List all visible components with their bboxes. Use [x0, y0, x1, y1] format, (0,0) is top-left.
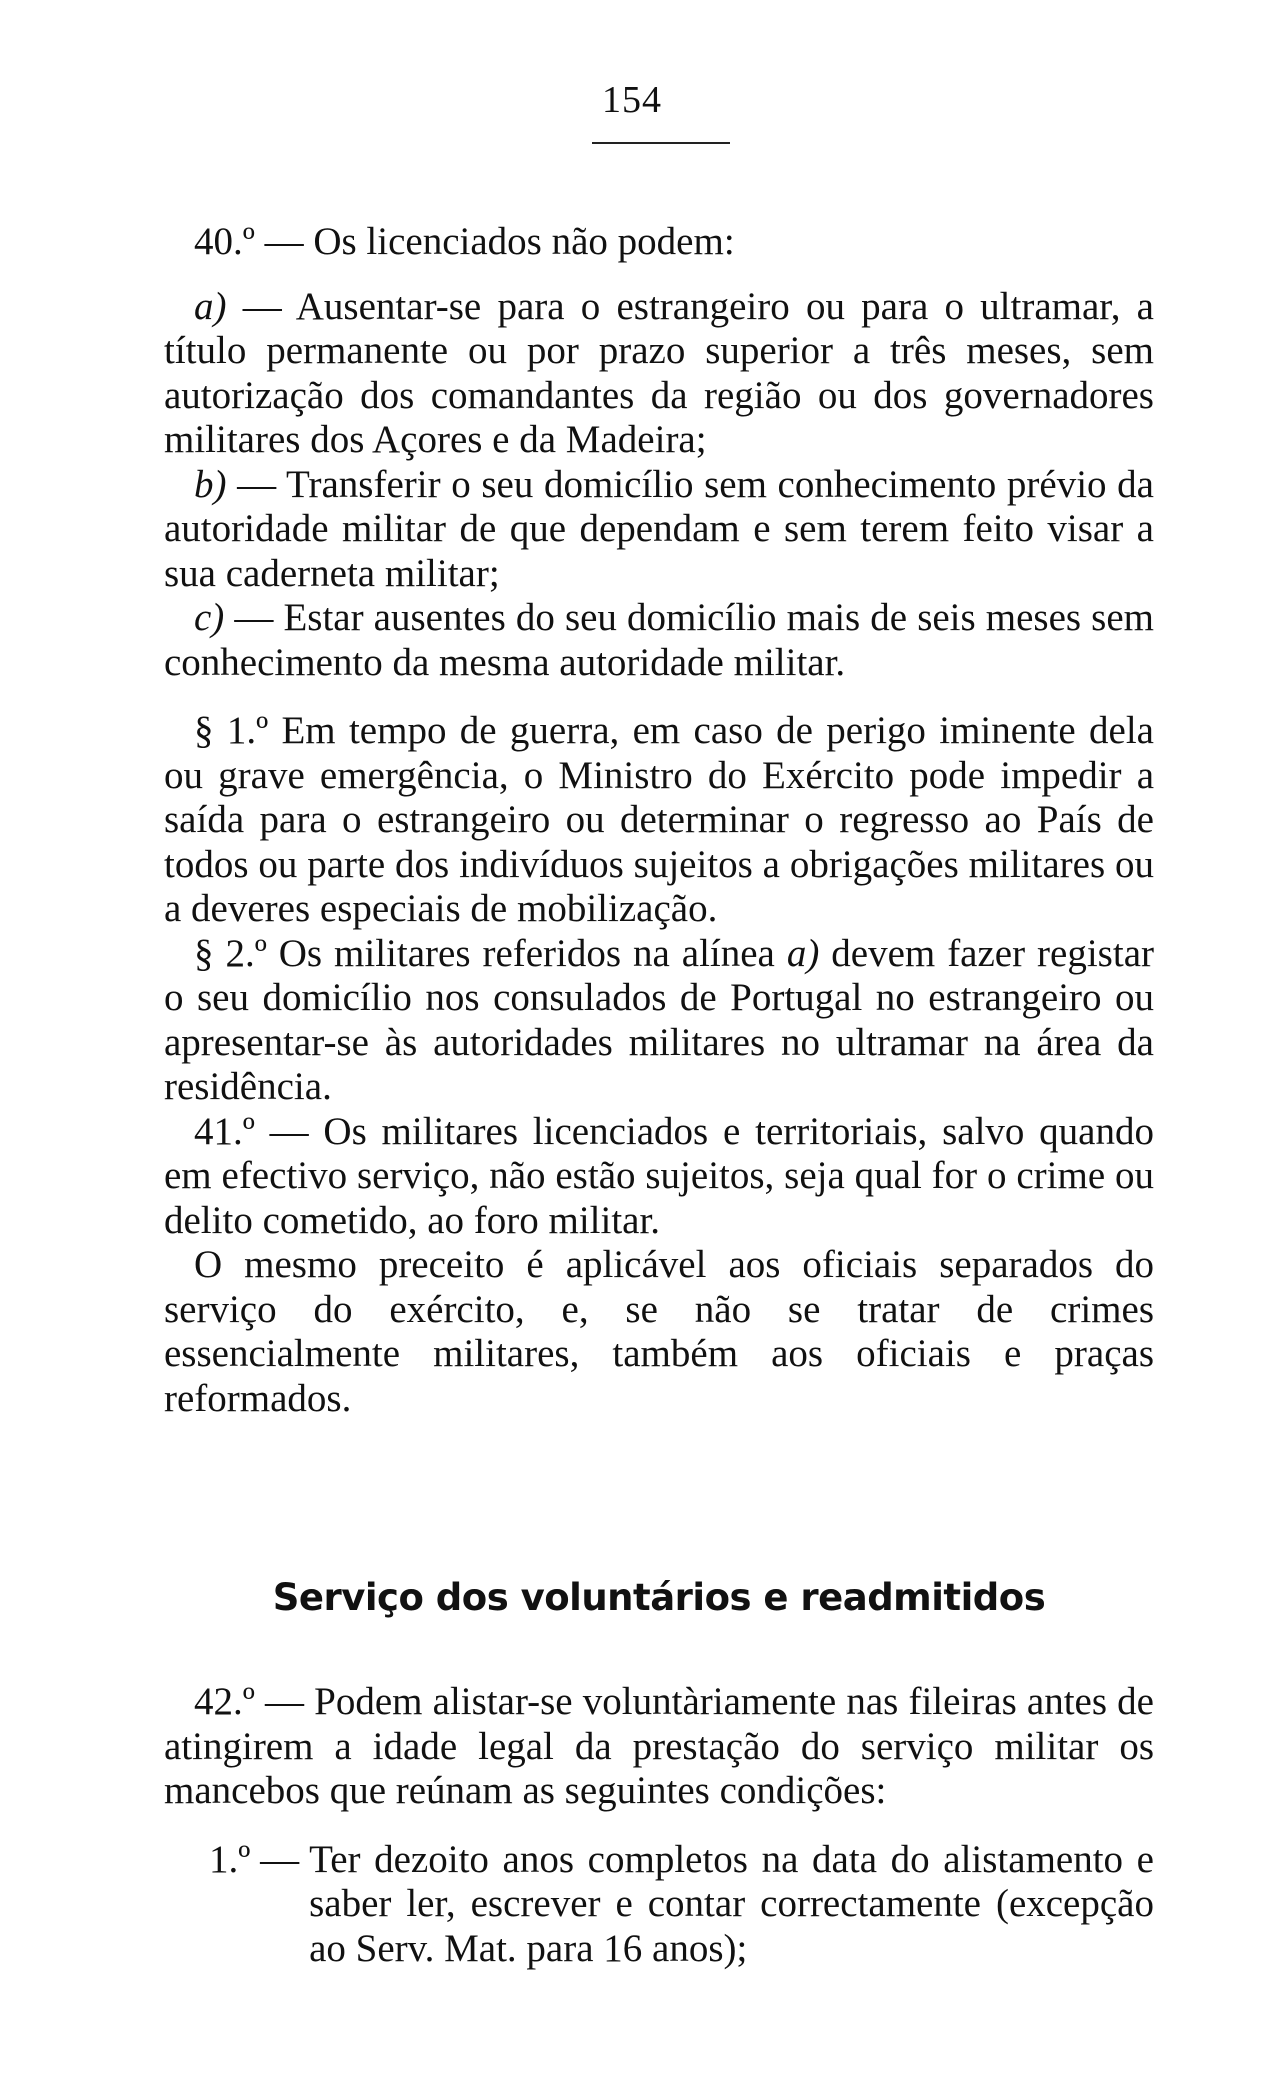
item-b-text: — Transferir o seu domicílio sem conhecimento prévio da autoridade militar de que dependam e sem terem feito visar a sua caderneta militar; [164, 462, 1154, 595]
item-c-text: — Estar ausentes do seu domicílio mais de seis meses sem conhecimento da mesma autoridade militar. [164, 596, 1154, 684]
item-b-label: b) [194, 462, 227, 506]
item-a-text: — Ausentar-se para o estrangeiro ou para o ultramar, a título permanente ou por prazo superior a três meses, sem autorização dos comandantes da região ou dos governadores militares dos Açores e da Madeira; [164, 284, 1154, 461]
page-number: 154 [602, 79, 662, 121]
item-a-label: a) [194, 284, 227, 328]
art40-paragraph-1: § 1.º Em tempo de guerra, em caso de perigo iminente dela ou grave emergência, o Ministro do Exército pode impedir a saída para o estrangeiro ou determinar o regresso ao País de todos ou parte dos indivíduos sujeitos a obrigações militares ou a deveres especiais de mobilização. [164, 709, 1154, 930]
art40-paragraph-2 [164, 932, 1154, 1110]
article-42-block [164, 1680, 1154, 1971]
art40-item-a [164, 285, 1154, 463]
p2-end: devem fazer registar o seu domicílio nos consulados de Portugal no estrangeiro ou apresentar-se às autoridades militares no ultramar na área da residência. [164, 931, 1154, 1108]
art40-item-b [164, 463, 1154, 597]
p2-ref: a) [786, 931, 820, 975]
art41-text: 41.º — Os militares licenciados e territoriais, salvo quando em efectivo serviço, não estão sujeitos, seja qual for o crime ou delito cometido, ao foro militar. [164, 1109, 1154, 1242]
page-number-rule [592, 142, 730, 144]
item-1-label: 1.º — [209, 1837, 300, 1881]
art40-item-c [164, 596, 1154, 685]
art40-intro: 40.º — Os licenciados não podem: [194, 220, 735, 263]
item-c-label: c) [194, 596, 225, 639]
item-1-text: Ter dezoito anos completos na data do alistamento e saber ler, escrever e contar correctamente (excepção ao Serv. Mat. para 16 anos); [309, 1837, 1154, 1970]
p2-start: § 2.º Os militares referidos na alínea [194, 931, 787, 975]
art41-paragraph-2: O mesmo preceito é aplicável aos oficiais separados do serviço do exército, e, se não se tratar de crimes essencialmente militares, também aos oficiais e praças reformados. [164, 1243, 1154, 1420]
art42-item-1 [164, 1838, 1154, 1972]
section-heading: Serviço dos voluntários e readmitidos [272, 1576, 1046, 1619]
article-block [164, 220, 1154, 1421]
art42-text: 42.º — Podem alistar-se voluntàriamente nas fileiras antes de atingirem a idade legal da prestação do serviço militar os mancebos que reúnam as seguintes condições: [164, 1680, 1154, 1812]
